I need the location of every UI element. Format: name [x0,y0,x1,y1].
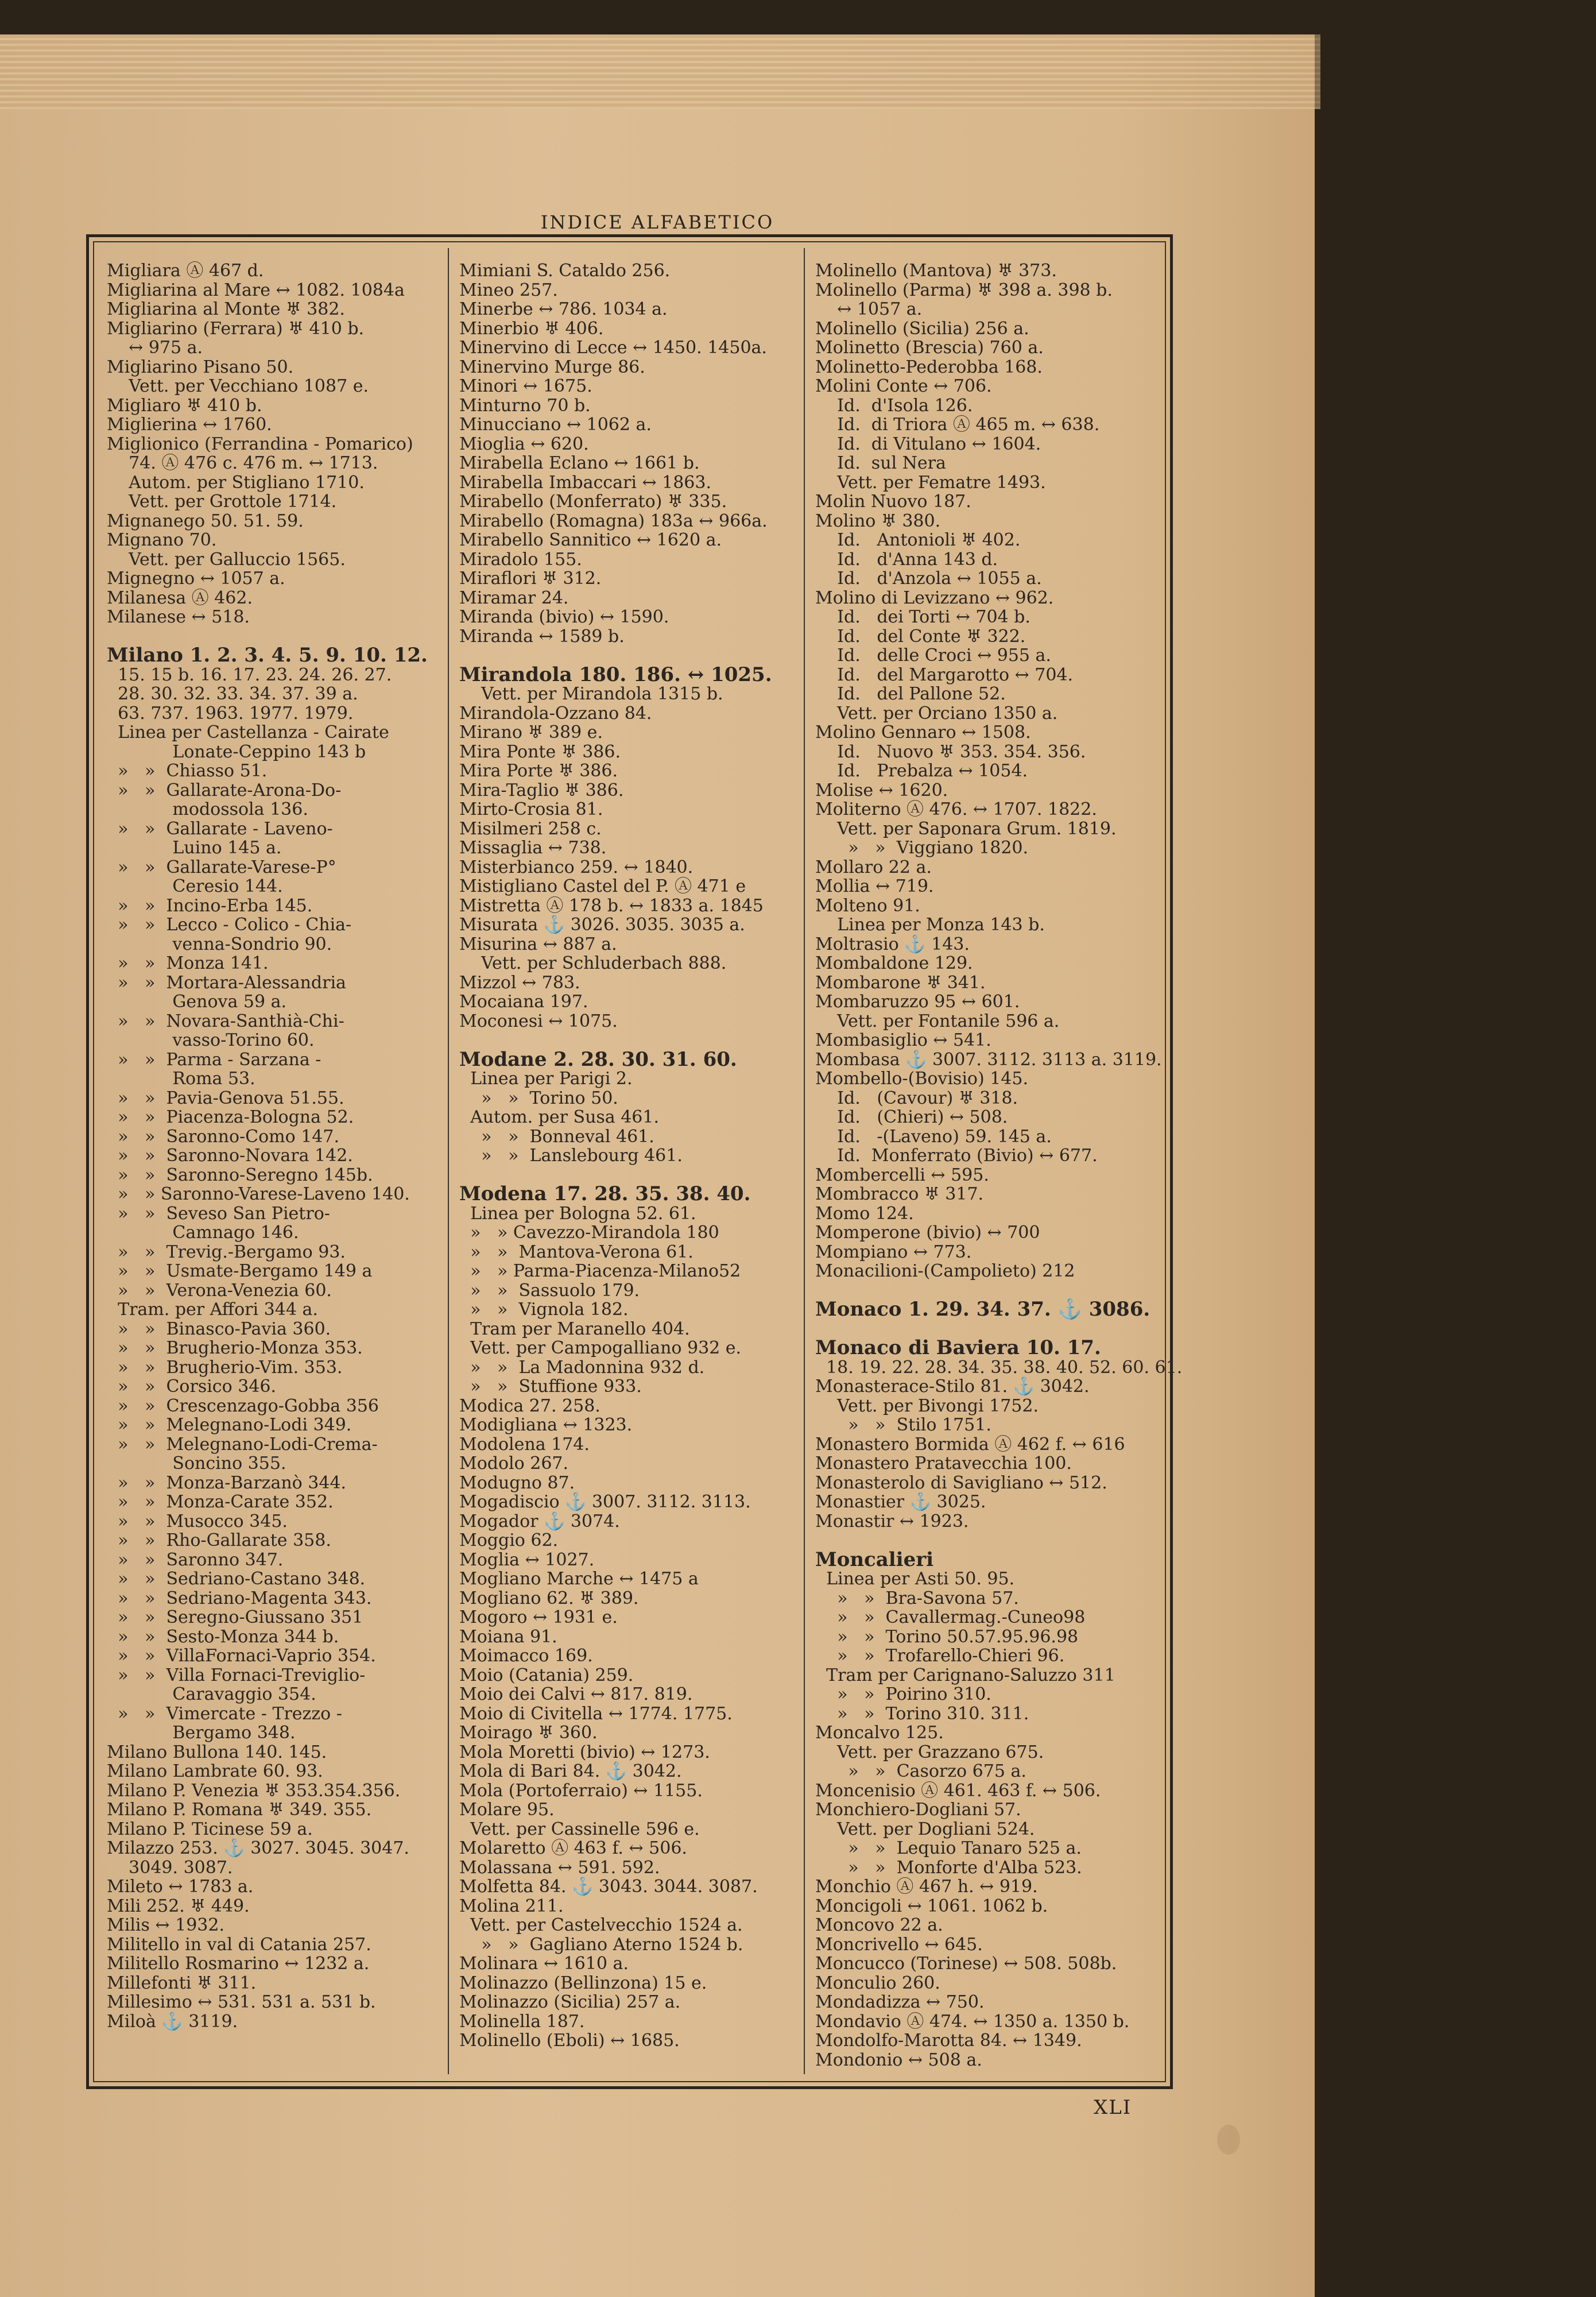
index-entry-line: Molteno 91. [815,895,920,916]
index-entry-line: Modica 27. 258. [459,1395,601,1416]
index-entry-line: Mombaruzzo 95 ↔ 601. [815,992,1020,1012]
index-entry-line: Momo 124. [815,1203,914,1224]
index-entry-line: Vett. per Grazzano 675. [815,1742,1044,1762]
index-entry-line: Moncalieri [815,1548,934,1571]
index-entry-line: » » Mortara-Alessandria [107,972,346,993]
index-entry-line: Mirabello (Romagna) 183a ↔ 966a. [459,511,768,531]
index-entry-line: Monastier ⚓ 3025. [815,1492,986,1512]
index-entry-line: Millesimo ↔ 531. 531 a. 531 b. [107,1992,376,2012]
index-entry-line: Id. delle Croci ↔ 955 a. [815,645,1051,666]
index-entry-line: Id. Prebalza ↔ 1054. [815,761,1028,781]
index-entry-line: » » Saronno-Como 147. [107,1126,339,1147]
index-entry-line: Monaco 1. 29. 34. 37. ⚓ 3086. [815,1298,1150,1321]
index-entry-line: Molinazzo (Sicilia) 257 a. [459,1992,681,2012]
index-entry-line: Millefonti ♅ 311. [107,1973,257,1993]
index-entry-line: » » Cavezzo-Mirandola 180 [459,1223,719,1243]
index-entry-line: Milis ↔ 1932. [107,1915,224,1935]
index-entry-line: Misilmeri 258 c. [459,818,602,839]
index-entry-line: Monchio Ⓐ 467 h. ↔ 919. [815,1877,1038,1897]
index-entry-line: Molino Gennaro ↔ 1508. [815,722,1031,743]
index-entry-line: Molinazzo (Bellinzona) 15 e. [459,1973,707,1993]
index-entry-line: Vett. per Saponara Grum. 1819. [815,818,1117,839]
index-entry-line [815,1320,1154,1339]
index-entry-line: Milano 1. 2. 3. 4. 5. 9. 10. 12. [107,644,428,667]
index-entry-line: Moncucco (Torinese) ↔ 508. 508b. [815,1954,1117,1974]
index-entry-line: » » Gallarate-Arona-Do- [107,780,342,801]
index-entry-line: Milanesa Ⓐ 462. [107,587,253,608]
index-entry-line: Vett. per Grottole 1714. [107,492,337,512]
index-entry-line: Mogador ⚓ 3074. [459,1511,620,1532]
index-entry-line: Molino ♅ 380. [815,511,941,531]
index-column-3 [815,261,1183,2070]
index-entry-line: Migliarina al Monte ♅ 382. [107,299,345,319]
index-entry-line: » » Incino-Erba 145. [107,895,313,916]
index-entry-line: » » Chiasso 51. [107,761,268,781]
index-entry-line: Id. d'Anna 143 d. [815,549,998,570]
column-rule-1 [448,248,449,2074]
index-entry-line: Mola di Bari 84. ⚓ 3042. [459,1761,682,1781]
index-entry-line: Id. d'Isola 126. [815,395,973,416]
index-entry-line: Linea per Monza 143 b. [815,915,1045,935]
index-entry-line: Molin Nuovo 187. [815,492,971,512]
index-entry-line: 3049. 3087. [107,1857,233,1878]
index-entry-line: Id. dei Torti ↔ 704 b. [815,607,1031,627]
index-entry-line: Linea per Asti 50. 95. [815,1569,1015,1589]
index-entry-line: » » Brugherio-Monza 353. [107,1338,363,1358]
index-entry-line: Mignanego 50. 51. 59. [107,511,304,531]
index-entry-line: Luino 145 a. [107,838,282,858]
index-entry-line: Mombasa ⚓ 3007. 3112. 3113 a. 3119. [815,1049,1162,1070]
index-entry-line: Migliarino Pisano 50. [107,357,294,377]
index-entry-line: Miranda (bivio) ↔ 1590. [459,607,669,627]
index-entry-line: Mignano 70. [107,530,217,550]
index-entry-line: Molassana ↔ 591. 592. [459,1857,660,1878]
index-entry-line: » » Seveso San Pietro- [107,1203,330,1224]
index-entry-line: Mollaro 22 a. [815,857,932,877]
index-entry-line: Mondadizza ↔ 750. [815,1992,985,2012]
index-entry-line: Linea per Bologna 52. 61. [459,1203,696,1224]
index-entry-line: » » Sesto-Monza 344 b. [107,1626,339,1647]
index-entry-line: Tram per Carignano-Saluzzo 311 [815,1665,1115,1685]
index-entry-line: » » Parma-Piacenza-Milano52 [459,1261,741,1281]
index-entry-line: Moiana 91. [459,1626,557,1647]
index-entry-line: » » Trofarello-Chieri 96. [815,1646,1065,1666]
index-entry-line: Id. d'Anzola ↔ 1055 a. [815,569,1042,589]
index-entry-line: » » Mantova-Verona 61. [459,1242,694,1262]
index-entry-line: Mombello-(Bovisio) 145. [815,1069,1029,1089]
index-entry-line: Moconesi ↔ 1075. [459,1011,618,1031]
index-entry-line: Mira Ponte ♅ 386. [459,741,621,762]
index-entry-line: » » Poirino 310. [815,1684,991,1704]
index-entry-line: Mirano ♅ 389 e. [459,722,603,743]
index-entry-line: Id. di Triora Ⓐ 465 m. ↔ 638. [815,415,1100,435]
index-entry-line: Mirandola-Ozzano 84. [459,703,652,724]
index-entry-line: Misterbianco 259. ↔ 1840. [459,857,694,877]
index-entry-line: Ceresio 144. [107,876,283,896]
index-entry-line: Mili 252. ♅ 449. [107,1896,250,1916]
index-entry-line: Moncalvo 125. [815,1723,944,1743]
index-entry-line: Mogliano 62. ♅ 389. [459,1588,639,1608]
index-entry-line: Mileto ↔ 1783 a. [107,1877,254,1897]
index-entry-line: » » Trevig.-Bergamo 93. [107,1242,346,1262]
index-entry-line: Minerbio ♅ 406. [459,318,604,339]
index-entry-line: Vett. per Bivongi 1752. [815,1395,1039,1416]
index-entry-line: Mombaldone 129. [815,953,973,973]
index-entry-line: Mompiano ↔ 773. [815,1242,972,1262]
index-entry-line: Miranda ↔ 1589 b. [459,626,625,647]
column-rule-2 [804,248,805,2074]
index-entry-line: Migliaro ♅ 410 b. [107,395,262,416]
index-entry-line: 28. 30. 32. 33. 34. 37. 39 a. [107,684,358,704]
index-entry-line: Vett. per Campogalliano 932 e. [459,1338,742,1358]
index-entry-line: Miglionico (Ferrandina - Pomarico) [107,434,413,454]
index-entry-line: 15. 15 b. 16. 17. 23. 24. 26. 27. [107,664,392,685]
index-entry-line: Mombercelli ↔ 595. [815,1165,989,1185]
index-entry-line: Moimacco 169. [459,1646,593,1666]
index-entry-line: Vett. per Orciano 1350 a. [815,703,1058,724]
index-entry-line: Tram. per Affori 344 a. [107,1300,318,1320]
index-entry-line: Monaco di Baviera 10. 17. [815,1336,1101,1359]
index-entry-line: » » Monza-Barzanò 344. [107,1472,347,1493]
index-entry-line: Migliarina al Mare ↔ 1082. 1084a [107,280,405,300]
index-entry-line: Minervino di Lecce ↔ 1450. 1450a. [459,338,767,358]
index-entry-line: » » Torino 50. [459,1088,618,1108]
index-entry-line: Molino di Levizzano ↔ 962. [815,587,1054,608]
index-entry-line: Id. Antonioli ♅ 402. [815,530,1021,550]
index-entry-line: » » Musocco 345. [107,1511,288,1532]
index-entry-line: Moggio 62. [459,1530,559,1550]
index-entry-line: Molinello (Sicilia) 256 a. [815,318,1029,339]
index-entry-line: Mirabella Eclano ↔ 1661 b. [459,453,700,473]
index-entry-line: Minucciano ↔ 1062 a. [459,415,652,435]
index-entry-line: Minori ↔ 1675. [459,376,592,396]
index-entry-line: ↔ 1057 a. [815,299,923,319]
index-entry-line: » » Rho-Gallarate 358. [107,1530,331,1550]
index-entry-line: » » Gallarate - Laveno- [107,818,333,839]
page-number: XLI [1094,2096,1132,2119]
index-entry-line: » » Crescenzago-Gobba 356 [107,1395,379,1416]
index-entry-line: Moio dei Calvi ↔ 817. 819. [459,1684,693,1704]
index-entry-line: Monastero Pratavecchia 100. [815,1453,1072,1474]
index-entry-line: Moncrivello ↔ 645. [815,1934,983,1955]
index-entry-line: Misurina ↔ 887 a. [459,934,617,954]
index-entry-line: 63. 737. 1963. 1977. 1979. [107,703,354,724]
index-entry-line [815,1281,1154,1301]
index-entry-line: Mirandola 180. 186. ↔ 1025. [459,663,772,686]
index-entry-line: Vett. per Mirandola 1315 b. [459,684,723,704]
index-entry-line: Tram per Maranello 404. [459,1318,690,1339]
index-entry-line: Moglia ↔ 1027. [459,1549,595,1570]
index-entry-line: » » Lecco - Colico - Chia- [107,915,352,935]
index-entry-line: ↔ 975 a. [107,338,203,358]
index-entry-line: » » Melegnano-Lodi 349. [107,1415,352,1435]
index-entry-line: Mola (Portoferraio) ↔ 1155. [459,1780,703,1801]
index-entry-line: Lonate-Ceppino 143 b [107,741,366,762]
index-entry-line: » » Saronno-Seregno 145b. [107,1165,373,1185]
index-entry-line: Linea per Parigi 2. [459,1069,633,1089]
index-entry-line: » » Torino 50.57.95.96.98 [815,1626,1079,1647]
index-entry-line: Miradolo 155. [459,549,582,570]
index-entry-line: Mombarone ♅ 341. [815,972,986,993]
index-entry-line: Monasterolo di Savigliano ↔ 512. [815,1472,1107,1493]
index-entry-line: Momperone (bivio) ↔ 700 [815,1223,1040,1243]
index-entry-line: Molinetto-Pederobba 168. [815,357,1043,377]
index-entry-line: Vett. per Dogliani 524. [815,1819,1035,1839]
index-entry-line: Autom. per Susa 461. [459,1107,660,1127]
index-entry-line: Roma 53. [107,1069,255,1089]
index-entry-line: Moncenisio Ⓐ 461. 463 f. ↔ 506. [815,1780,1101,1801]
index-entry-line: » » Bra-Savona 57. [815,1588,1019,1608]
index-entry-line: Monculio 260. [815,1973,940,1993]
paper-stain [1217,2125,1240,2155]
index-entry-line: Monasterace-Stilo 81. ⚓ 3042. [815,1376,1090,1397]
index-entry-line: Mizzol ↔ 783. [459,972,580,993]
index-entry-line: Id. (Chieri) ↔ 508. [815,1107,1008,1127]
index-entry-line [459,1031,798,1050]
index-entry-line: » » Vignola 182. [459,1300,629,1320]
index-entry-line: Mioglia ↔ 620. [459,434,589,454]
index-entry-line: Molfetta 84. ⚓ 3043. 3044. 3087. [459,1877,758,1897]
index-entry-line: Molaretto Ⓐ 463 f. ↔ 506. [459,1838,687,1858]
index-entry-line: Vett. per Castelvecchio 1524 a. [459,1915,743,1935]
index-entry-line: Molina 211. [459,1896,564,1916]
index-entry-line: » » Monforte d'Alba 523. [815,1857,1082,1878]
index-entry-line: Moliterno Ⓐ 476. ↔ 1707. 1822. [815,799,1097,819]
index-entry-line: Molinetto (Brescia) 760 a. [815,338,1044,358]
index-entry-line: Misurata ⚓ 3026. 3035. 3035 a. [459,915,745,935]
index-entry-line: Mignegno ↔ 1057 a. [107,569,285,589]
index-entry-line [459,646,798,666]
index-entry-line: » » Usmate-Bergamo 149 a [107,1261,373,1281]
index-entry-line: » » Villa Fornaci-Treviglio- [107,1665,366,1685]
index-entry-line: » » Parma - Sarzana - [107,1049,321,1070]
index-entry-line: Moncigoli ↔ 1061. 1062 b. [815,1896,1048,1916]
index-entry-line: Modolena 174. [459,1434,590,1455]
index-entry-line: Milano Lambrate 60. 93. [107,1761,323,1781]
index-entry-line: » » Corsico 346. [107,1376,277,1397]
index-entry-line: Modena 17. 28. 35. 38. 40. [459,1182,751,1205]
index-entry-line: » » Stuffione 933. [459,1376,642,1397]
index-entry-line: Id. del Conte ♅ 322. [815,626,1026,647]
index-column-1 [107,261,446,2031]
index-entry-line: vasso-Torino 60. [107,1030,315,1050]
index-entry-line: Id. Nuovo ♅ 353. 354. 356. [815,741,1086,762]
index-entry-line: Id. sul Nera [815,453,946,473]
index-entry-line: Mogoro ↔ 1931 e. [459,1607,618,1627]
index-entry-line: » » Piacenza-Bologna 52. [107,1107,354,1127]
index-entry-line: Autom. per Stigliano 1710. [107,472,365,493]
index-entry-line: Modolo 267. [459,1453,569,1474]
index-entry-line: Mineo 257. [459,280,558,300]
index-entry-line: Mondonio ↔ 508 a. [815,2049,982,2070]
index-entry-line: Camnago 146. [107,1223,299,1243]
index-entry-line: » » Lanslebourg 461. [459,1146,683,1166]
index-entry-line: Mirabello Sannitico ↔ 1620 a. [459,530,722,550]
index-entry-line: » » Stilo 1751. [815,1415,991,1435]
index-entry-line: Caravaggio 354. [107,1684,316,1704]
index-entry-line: Mombasiglio ↔ 541. [815,1030,991,1050]
index-entry-line [815,1531,1154,1550]
index-entry-line: Miramar 24. [459,587,569,608]
index-entry-line: Miraflori ♅ 312. [459,569,602,589]
index-entry-line: » » Lequio Tanaro 525 a. [815,1838,1082,1858]
index-entry-line [459,1166,798,1185]
index-entry-line: Vett. per Schluderbach 888. [459,953,727,973]
index-entry-line: Id. del Margarotto ↔ 704. [815,664,1074,685]
index-entry-line: Miglierina ↔ 1760. [107,415,272,435]
index-entry-line: Bergamo 348. [107,1723,296,1743]
index-entry-line: » » VillaFornaci-Vaprio 354. [107,1646,376,1666]
index-entry-line: » » Saronno 347. [107,1549,284,1570]
index-entry-line: Molare 95. [459,1800,555,1820]
index-entry-line: Molini Conte ↔ 706. [815,376,992,396]
index-entry-line: Id. del Pallone 52. [815,684,1006,704]
index-entry-line: » » Binasco-Pavia 360. [107,1318,331,1339]
index-entry-line: Molinello (Eboli) ↔ 1685. [459,2031,680,2051]
index-entry-line: » » Saronno-Varese-Laveno 140. [107,1184,410,1204]
index-entry-line: Milanese ↔ 518. [107,607,250,627]
index-entry-line: Vett. per Vecchiano 1087 e. [107,376,369,396]
index-entry-line: Miloà ⚓ 3119. [107,2011,238,2032]
index-entry-line: Modane 2. 28. 30. 31. 60. [459,1047,737,1071]
index-entry-line: Milano P. Venezia ♅ 353.354.356. [107,1780,401,1801]
index-entry-line: Molise ↔ 1620. [815,780,948,801]
index-entry-line: Id. -(Laveno) 59. 145 a. [815,1126,1052,1147]
index-entry-line: Mombracco ♅ 317. [815,1184,984,1204]
index-entry-line: Monacilioni-(Campolieto) 212 [815,1261,1075,1281]
index-entry-line: Milazzo 253. ⚓ 3027. 3045. 3047. [107,1838,409,1858]
index-entry-line: Minervino Murge 86. [459,357,645,377]
index-entry-line: Mola Moretti (bivio) ↔ 1273. [459,1742,710,1762]
index-entry-line: Mirabello (Monferrato) ♅ 335. [459,492,727,512]
index-entry-line: Mirto-Crosia 81. [459,799,603,819]
page-header: INDICE ALFABETICO [540,211,774,233]
index-entry-line: Vett. per Fontanile 596 a. [815,1011,1060,1031]
index-entry-line: Mogliano Marche ↔ 1475 a [459,1569,699,1589]
index-entry-line: Genova 59 a. [107,992,287,1012]
index-entry-line: Molinara ↔ 1610 a. [459,1954,629,1974]
index-entry-line: Monastero Bormida Ⓐ 462 f. ↔ 616 [815,1434,1125,1455]
index-entry-line: Mogadiscio ⚓ 3007. 3112. 3113. [459,1492,751,1512]
index-entry-line: » » Seregno-Giussano 351 [107,1607,363,1627]
index-entry-line: » » Melegnano-Lodi-Crema- [107,1434,378,1455]
index-entry-line: » » Cavallermag.-Cuneo98 [815,1607,1086,1627]
index-entry-line: » » Casorzo 675 a. [815,1761,1026,1781]
index-entry-line: » » Novara-Santhià-Chi- [107,1011,344,1031]
index-entry-line: Milano P. Romana ♅ 349. 355. [107,1800,372,1820]
index-entry-line: Milano Bullona 140. 145. [107,1742,327,1762]
index-entry-line: » » Monza-Carate 352. [107,1492,334,1512]
index-entry-line: Molinello (Mantova) ♅ 373. [815,261,1057,281]
index-entry-line: » » Sedriano-Magenta 343. [107,1588,372,1608]
index-entry-line: » » Sedriano-Castano 348. [107,1569,366,1589]
index-entry-line: modossola 136. [107,799,308,819]
index-entry-line: Monchiero-Dogliani 57. [815,1800,1021,1820]
index-entry-line: Modigliana ↔ 1323. [459,1415,633,1435]
index-entry-line: Monastir ↔ 1923. [815,1511,969,1532]
index-entry-line: » » Saronno-Novara 142. [107,1146,353,1166]
index-entry-line: Milano P. Ticinese 59 a. [107,1819,313,1839]
index-entry-line: Mirabella Imbaccari ↔ 1863. [459,472,712,493]
index-entry-line: Id. di Vitulano ↔ 1604. [815,434,1041,454]
index-entry-line: Moncovo 22 a. [815,1915,943,1935]
index-entry-line: » » Viggiano 1820. [815,838,1029,858]
index-entry-line: Migliara Ⓐ 467 d. [107,261,264,281]
index-entry-line: 74. Ⓐ 476 c. 476 m. ↔ 1713. [107,453,378,473]
index-entry-line: Mistretta Ⓐ 178 b. ↔ 1833 a. 1845 [459,895,764,916]
index-entry-line: » » La Madonnina 932 d. [459,1357,705,1378]
index-entry-line: Mimiani S. Cataldo 256. [459,261,671,281]
index-entry-line: Missaglia ↔ 738. [459,838,607,858]
index-entry-line: Id. (Cavour) ♅ 318. [815,1088,1018,1108]
index-entry-line: Modugno 87. [459,1472,575,1493]
page-edges [0,34,1320,109]
index-entry-line: Moio di Civitella ↔ 1774. 1775. [459,1703,733,1724]
index-entry-line: Mira-Taglio ♅ 386. [459,780,624,801]
index-entry-line: Vett. per Fematre 1493. [815,472,1046,493]
index-entry-line: Mira Porte ♅ 386. [459,761,618,781]
index-entry-line: » » Sassuolo 179. [459,1280,640,1301]
index-entry-line: Soncino 355. [107,1453,286,1474]
index-entry-line: Mistigliano Castel del P. Ⓐ 471 e [459,876,746,896]
index-entry-line: Moirago ♅ 360. [459,1723,598,1743]
index-entry-line: » » Verona-Venezia 60. [107,1280,332,1301]
index-column-2 [459,261,798,2051]
index-entry-line: » » Gallarate-Varese-P° [107,857,336,877]
index-entry-line: Minerbe ↔ 786. 1034 a. [459,299,668,319]
index-entry-line: » » Vimercate - Trezzo - [107,1703,342,1724]
index-entry-line: » » Torino 310. 311. [815,1703,1029,1724]
index-entry-line: Migliarino (Ferrara) ♅ 410 b. [107,318,365,339]
index-entry-line: Molinella 187. [459,2011,585,2032]
index-entry-line: Minturno 70 b. [459,395,591,416]
index-entry-line: » » Bonneval 461. [459,1126,654,1147]
index-entry-line: Mollia ↔ 719. [815,876,934,896]
index-entry-line: Moltrasio ⚓ 143. [815,934,970,954]
index-entry-line: venna-Sondrio 90. [107,934,332,954]
index-entry-line: » » Pavia-Genova 51.55. [107,1088,344,1108]
index-entry-line: Mocaiana 197. [459,992,588,1012]
index-entry-line: Moio (Catania) 259. [459,1665,634,1685]
index-entry-line: Vett. per Cassinelle 596 e. [459,1819,700,1839]
index-entry-line: » » Monza 141. [107,953,269,973]
index-entry-line: 18. 19. 22. 28. 34. 35. 38. 40. 52. 60. 61. [815,1357,1183,1378]
index-entry-line: Vett. per Galluccio 1565. [107,549,346,570]
index-entry-line: Molinello (Parma) ♅ 398 a. 398 b. [815,280,1113,300]
index-entry-line: » » Brugherio-Vim. 353. [107,1357,343,1378]
index-entry-line: » » Gagliano Aterno 1524 b. [459,1934,743,1955]
index-entry-line: Mondolfo-Marotta 84. ↔ 1349. [815,2031,1082,2051]
index-entry-line [107,627,446,647]
index-entry-line: Mondavio Ⓐ 474. ↔ 1350 a. 1350 b. [815,2011,1130,2032]
index-entry-line: Id. Monferrato (Bivio) ↔ 677. [815,1146,1098,1166]
index-entry-line: Militello in val di Catania 257. [107,1934,371,1955]
index-entry-line: Linea per Castellanza - Cairate [107,722,389,743]
index-entry-line: Militello Rosmarino ↔ 1232 a. [107,1954,370,1974]
